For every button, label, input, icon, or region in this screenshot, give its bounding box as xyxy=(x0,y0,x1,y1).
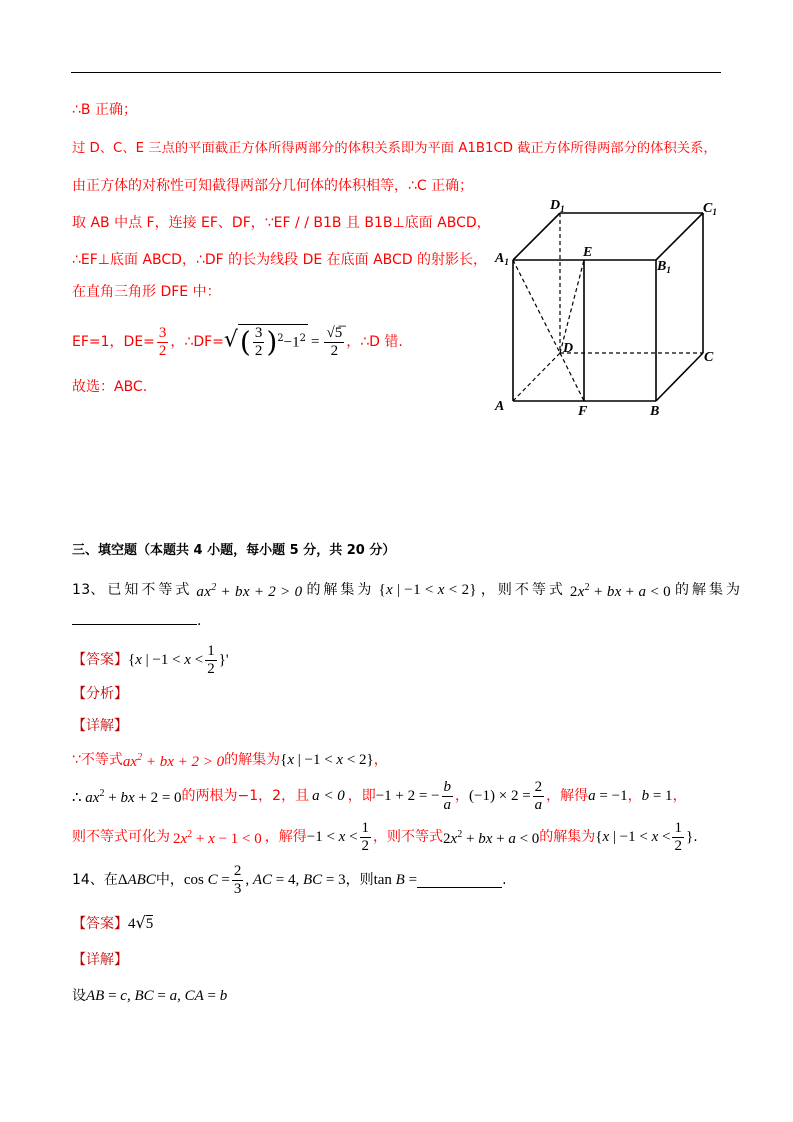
segment-de-hidden xyxy=(560,260,584,353)
label-b: B xyxy=(650,404,660,419)
q13-d3-c: ，则不等式 xyxy=(373,829,444,845)
fraction-sqrt5-2: $\frac{√5̅}{2}$ xyxy=(326,324,343,359)
q13-answer-tag: 【答案】 xyxy=(72,652,128,668)
q14-detail-tag: 【详解】 xyxy=(72,952,128,968)
edge-bc xyxy=(656,353,703,401)
segment-a1d-hidden xyxy=(513,260,560,353)
q13-stem: 13 、已知不等式 $ax^2$ + bx + 2 > 0 的解集为 {x | −1 < x < 2} ，则不等式 $2x^2$ + bx + a < 0 的解集为 xyxy=(72,582,743,600)
q13-d2-c: ，解得 xyxy=(546,788,589,804)
q13-detail-tag: 【详解】 xyxy=(72,718,128,734)
q14-detail-1: 设 AB = c, BC = a, CA = b xyxy=(72,988,228,1004)
label-a1: $A_1$ xyxy=(495,251,509,267)
section-3-title: 三、填空题（本题共 4 小题，每小题 5 分，共 20 分） xyxy=(72,543,396,558)
q14-stem: 14 、在 ΔABC 中， cos C = $\frac{2}{3}$ , AC = 4, BC = 3 ，则 tan B = . xyxy=(72,862,507,897)
q13-d3-d: 的解集为 xyxy=(539,829,596,845)
sol-line-4: 取 AB 中点 F，连接 EF、DF，∵EF / / B1B 且 B1B⊥底面 ABCD， xyxy=(72,215,491,231)
edge-b1c1 xyxy=(656,213,703,260)
q14-stem-c: ，则 xyxy=(345,872,374,888)
sol-line-2: 过 D、C、E 三点的平面截正方体所得两部分的体积关系即为平面 A1B1CD 截正方体所得两部分的体积关系， xyxy=(72,141,717,156)
label-d: D xyxy=(563,341,574,356)
q13-stem-b: 的解集为 xyxy=(306,582,375,598)
label-c1: $C_1$ xyxy=(703,201,717,217)
q13-d1-b: 的解集为 xyxy=(224,752,281,768)
label-e: E xyxy=(583,245,593,260)
q13-detail-1: ∵不等式 $ax^2$ + bx + 2 > 0 的解集为 {x | −1 < x < 2} ， xyxy=(72,752,388,770)
q13-d3-a: 则不等式可化为 xyxy=(72,829,170,845)
q13-detail-2: ∴ $ax^2$ + bx + 2 = 0 的两根为−1，2，且 a < 0 ，即 −1 + 2 = − $\frac{b}{a}$ ， (−1) × 2 = $\frac{2}{a}$ ，解得 a = −1 ， b = 1 ， xyxy=(72,778,687,813)
q13-answer: 【答案】 {x | −1 < x < $\frac{1}{2}$ }' xyxy=(72,642,229,677)
q14-stem-a: 、在 xyxy=(89,872,118,888)
sol-line-7: EF=1，DE= $\frac{3}{2}$ ，∴DF= √( $\frac{3}{2}$ )$^2-1^2$ = $\frac{√5̅}{2}$ ，∴D 错. xyxy=(72,324,403,359)
q14-stem-b: 中， xyxy=(155,872,184,888)
sol-line-5: ∴EF⊥底面 ABCD，∴DF 的长为线段 DE 在底面 ABCD 的射影长， xyxy=(72,252,488,268)
label-b1: $B_1$ xyxy=(657,259,671,275)
q13-stem-d: 的解集为 xyxy=(674,582,743,598)
sol-line-7-a: EF=1，DE= xyxy=(72,334,155,350)
sol-line-1: ∴B 正确； xyxy=(72,102,137,118)
q13-analysis-tag: 【分析】 xyxy=(72,686,128,702)
q13-d2-b: ，即 xyxy=(347,788,376,804)
sqrt-expression: √( $\frac{3}{2}$ )$^2-1^2$ xyxy=(223,325,307,359)
q13-number: 13 xyxy=(72,582,91,598)
q14-number: 14 xyxy=(72,872,90,888)
q13-d1-a: ∵不等式 xyxy=(72,752,123,768)
q14-d1: 设 xyxy=(72,988,86,1004)
q14-answer: 【答案】 4√5 xyxy=(72,913,154,932)
q13-stem-c: ，则不等式 xyxy=(480,582,566,598)
cube-figure xyxy=(493,196,723,421)
fraction-3-2: $\frac{3}{2}$ xyxy=(158,324,167,359)
sol-line-7-b: ，∴DF= xyxy=(170,334,224,350)
edge-ad-hidden xyxy=(513,353,560,401)
q13-detail-3: 则不等式可化为 $2x^2 + x - 1 < 0$ ，解得 −1 < x < $\frac{1}{2}$ ，则不等式 $2x^2$ + bx + a < 0 的解集为 {x | −1 < x < $\frac{1}{2}$ } . xyxy=(72,819,698,854)
sol-line-6: 在直角三角形 DFE 中： xyxy=(72,284,221,300)
label-f: F xyxy=(578,404,588,419)
q13-stem-a: 、已知不等式 xyxy=(90,582,193,598)
header-rule xyxy=(71,72,721,73)
label-c: C xyxy=(704,350,714,365)
q13-d2-a: 的两根为−1，2，且 xyxy=(181,788,310,804)
sol-line-3: 由正方体的对称性可知截得两部分几何体的体积相等，∴C 正确； xyxy=(72,178,474,194)
sol-line-8: 故选：ABC. xyxy=(72,379,148,395)
q13-blank: . xyxy=(72,610,201,631)
sol-line-7-c: ，∴D 错. xyxy=(346,334,403,350)
segment-df-hidden xyxy=(560,353,584,401)
q14-answer-tag: 【答案】 xyxy=(72,915,128,932)
label-a: A xyxy=(495,399,505,414)
q13-d3-b: ，解得 xyxy=(264,829,307,845)
label-d1: $D_1$ xyxy=(550,198,565,214)
edge-a1d1 xyxy=(513,213,560,260)
